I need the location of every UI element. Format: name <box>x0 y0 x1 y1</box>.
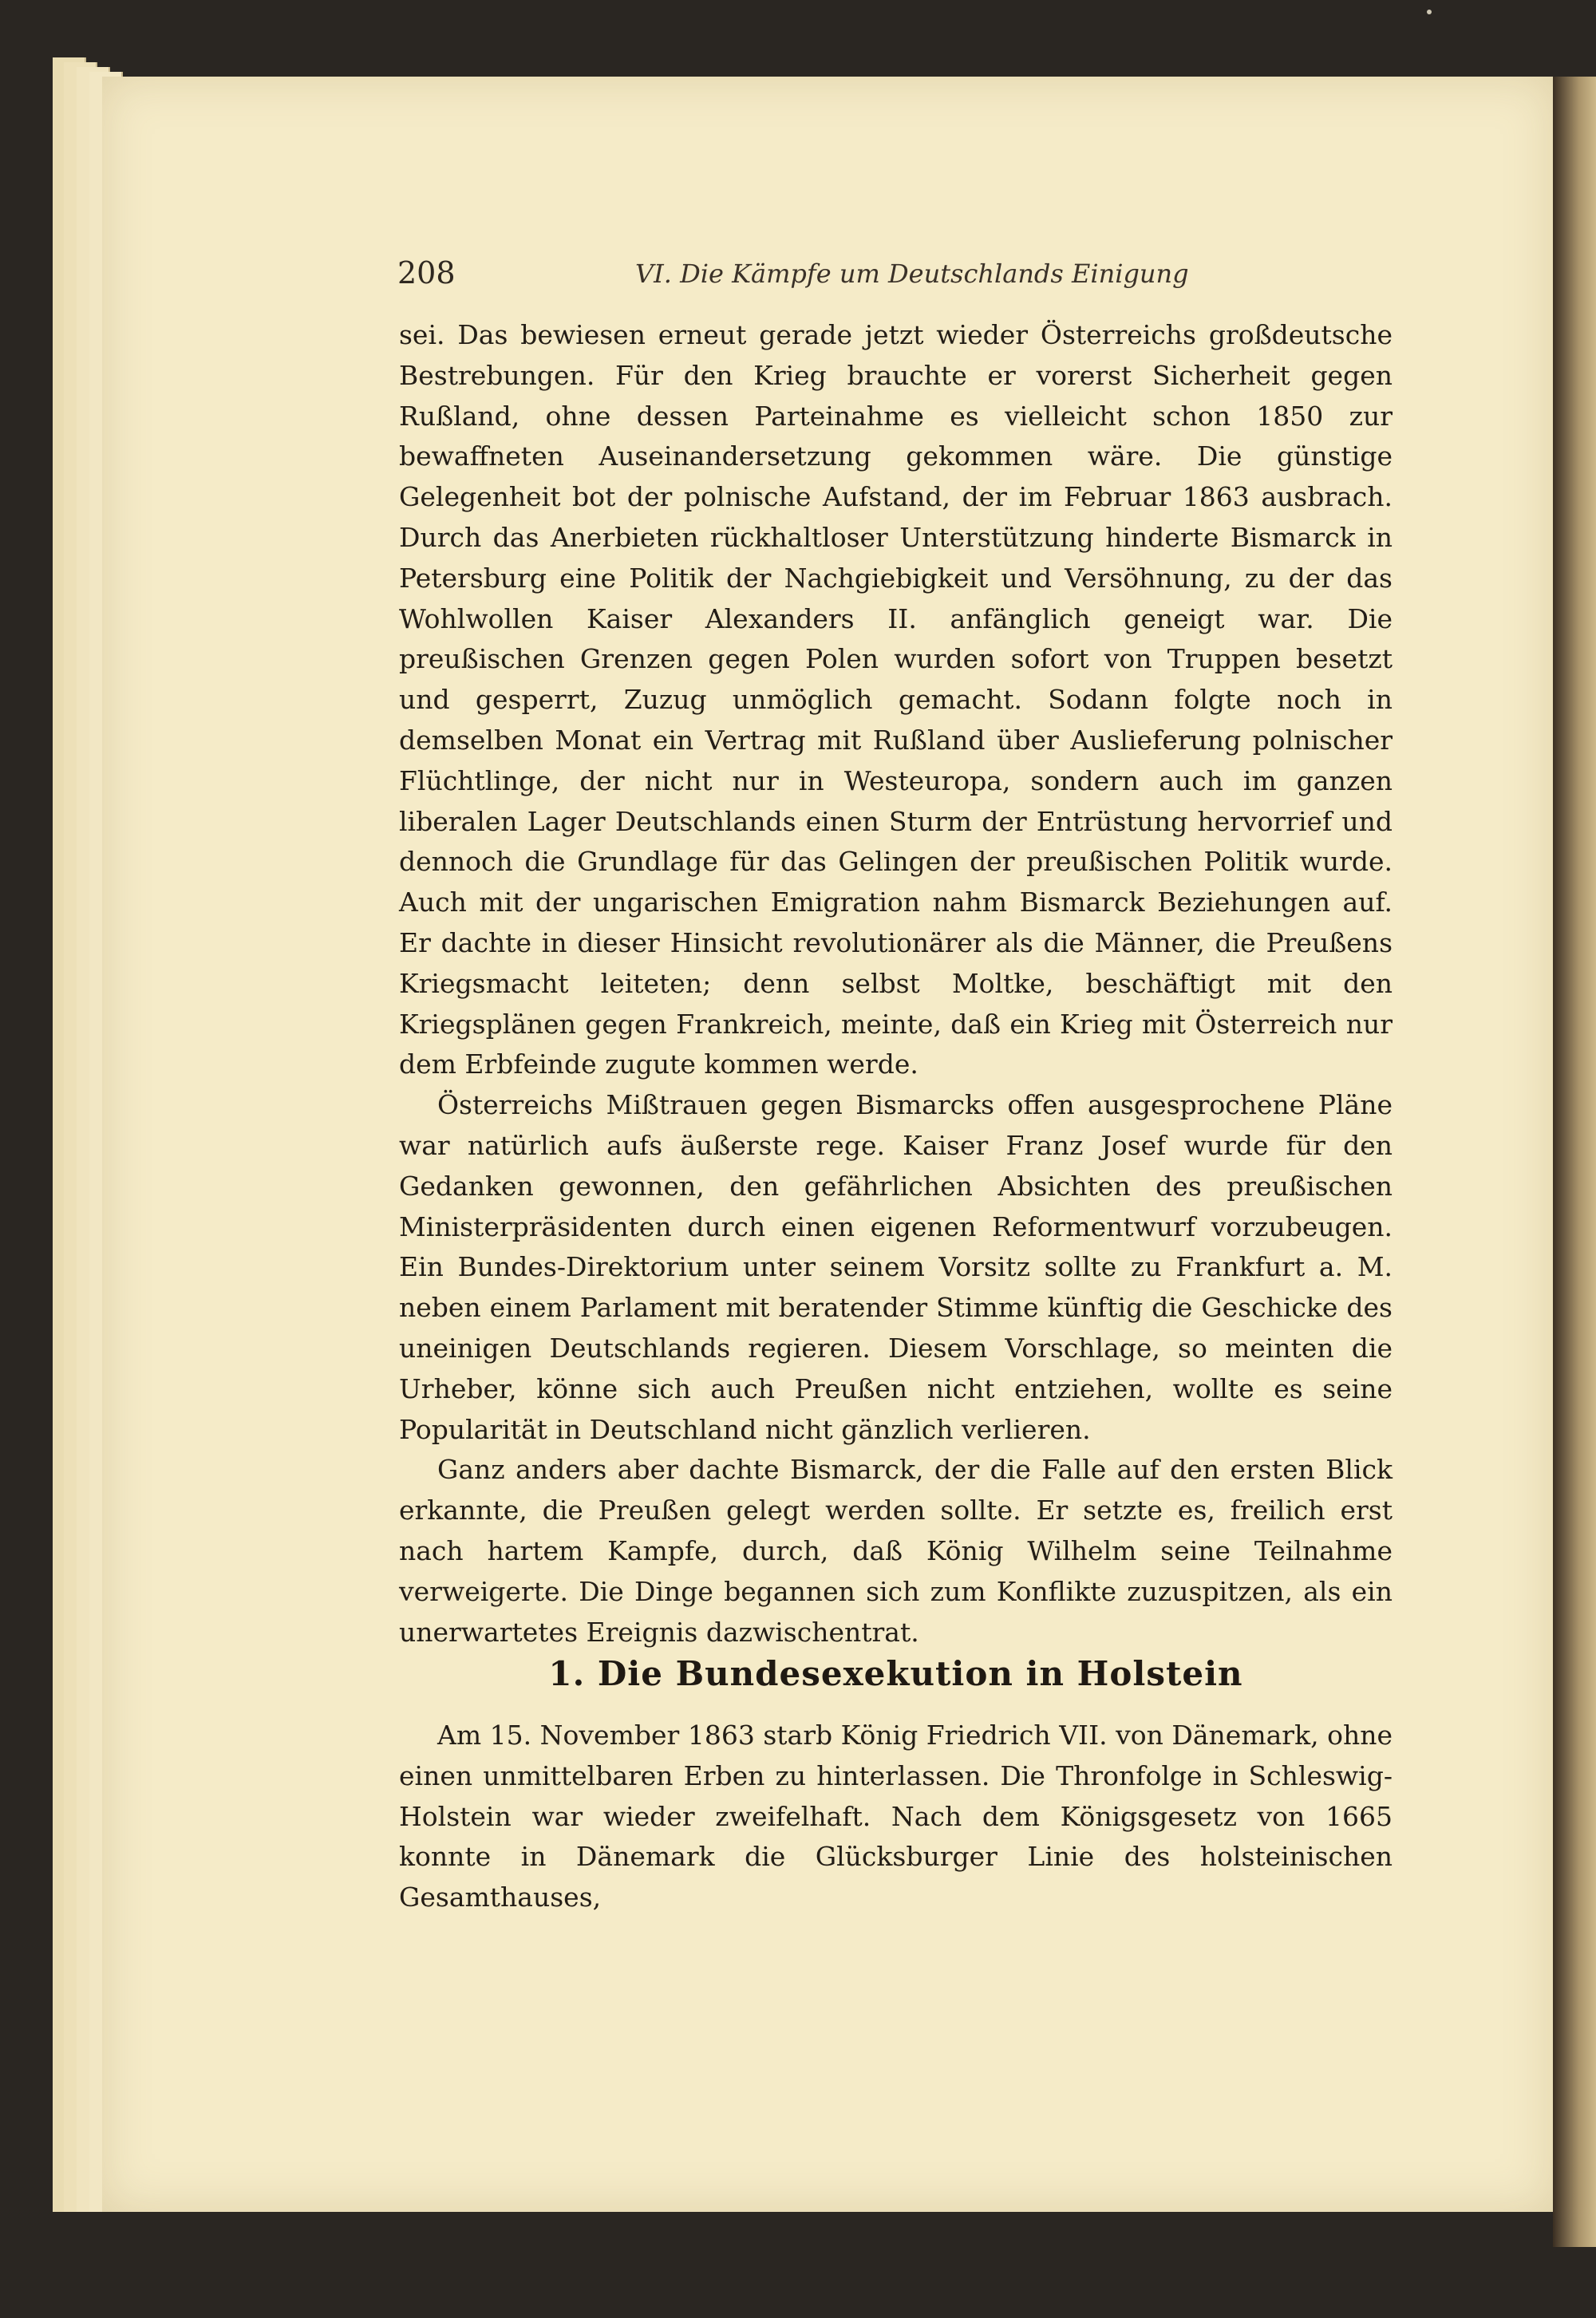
paragraph-2: Österreichs Mißtrauen gegen Bismarcks offen ausgesprochene Pläne war natürlich aufs äußerste rege. Kaiser Franz Josef wurde für den Gedanken gewonnen, den gefährlichen Absichten des preußischen Ministerpräsidenten durch einen eigenen Reformentwurf vorzubeugen. Ein Bundes-Direktorium unter seinem Vorsitz sollte zu Frankfurt a. M. neben einem Parlament mit beratender Stimme künftig die Geschicke des uneinigen Deutschlands regieren. Diesem Vorschlage, so meinten die Urheber, könne sich auch Preußen nicht entziehen, wollte es seine Popularität in Deutschland nicht gänzlich verlieren. <box>399 1089 1393 1445</box>
book-gutter <box>1553 77 1596 2247</box>
section-body-text <box>399 1716 1393 1918</box>
paragraph-1: sei. Das bewiesen erneut gerade jetzt wieder Österreichs großdeutsche Bestrebungen. Für den Krieg brauchte er vorerst Sicherheit gegen Rußland, ohne dessen Parteinahme es vielleicht schon 1850 zur bewaffneten Auseinandersetzung gekommen wäre. Die günstige Gelegenheit bot der polnische Aufstand, der im Februar 1863 ausbrach. Durch das Anerbieten rückhaltloser Unterstützung hinderte Bismarck in Petersburg eine Politik der Nachgiebigkeit und Versöhnung, zu der das Wohlwollen Kaiser Alexanders II. anfänglich geneigt war. Die preußischen Grenzen gegen Polen wurden sofort von Truppen besetzt und gesperrt, Zuzug unmöglich gemacht. Sodann folgte noch in demselben Monat ein Vertrag mit Rußland über Auslieferung polnischer Flüchtlinge, der nicht nur in Westeuropa, sondern auch im ganzen liberalen Lager Deutschlands einen Sturm der Entrüstung hervorrief und dennoch die Grundlage für das Gelingen der preußischen Politik wurde. Auch mit der ungarischen Emigration nahm Bismarck Beziehungen auf. Er dachte in dieser Hinsicht revolutionärer als die Männer, die Preußens Kriegsmacht leiteten; denn selbst Moltke, beschäftigt mit den Kriegsplänen gegen Frankreich, meinte, daß ein Krieg mit Österreich nur dem Erbfeinde zugute kommen werde. <box>399 319 1393 1080</box>
section-paragraph: Am 15. November 1863 starb König Friedrich VII. von Dänemark, ohne einen unmittelbaren Erben zu hinterlassen. Die Thronfolge in Schleswig-Holstein war wieder zweifelhaft. Nach dem Königsgesetz von 1665 konnte in Dänemark die Glücksburger Linie des holsteinischen Gesamthauses, <box>399 1720 1393 1913</box>
page-number: 208 <box>397 255 456 290</box>
paragraph-3: Ganz anders aber dachte Bismarck, der die Falle auf den ersten Blick erkannte, die Preußen gelegt werden sollte. Er setzte es, freilich erst nach hartem Kampfe, durch, daß König Wilhelm seine Teilnahme verweigerte. Die Dinge begannen sich zum Konflikte zuzuspitzen, als ein unerwartetes Ereignis dazwischentrat. <box>399 1454 1393 1648</box>
running-head: VI. Die Kämpfe um Deutschlands Einigung <box>635 259 1189 289</box>
corner-dust-mark <box>1427 10 1432 14</box>
body-text <box>399 315 1393 1653</box>
section-heading: 1. Die Bundesexekution in Holstein <box>548 1654 1243 1693</box>
